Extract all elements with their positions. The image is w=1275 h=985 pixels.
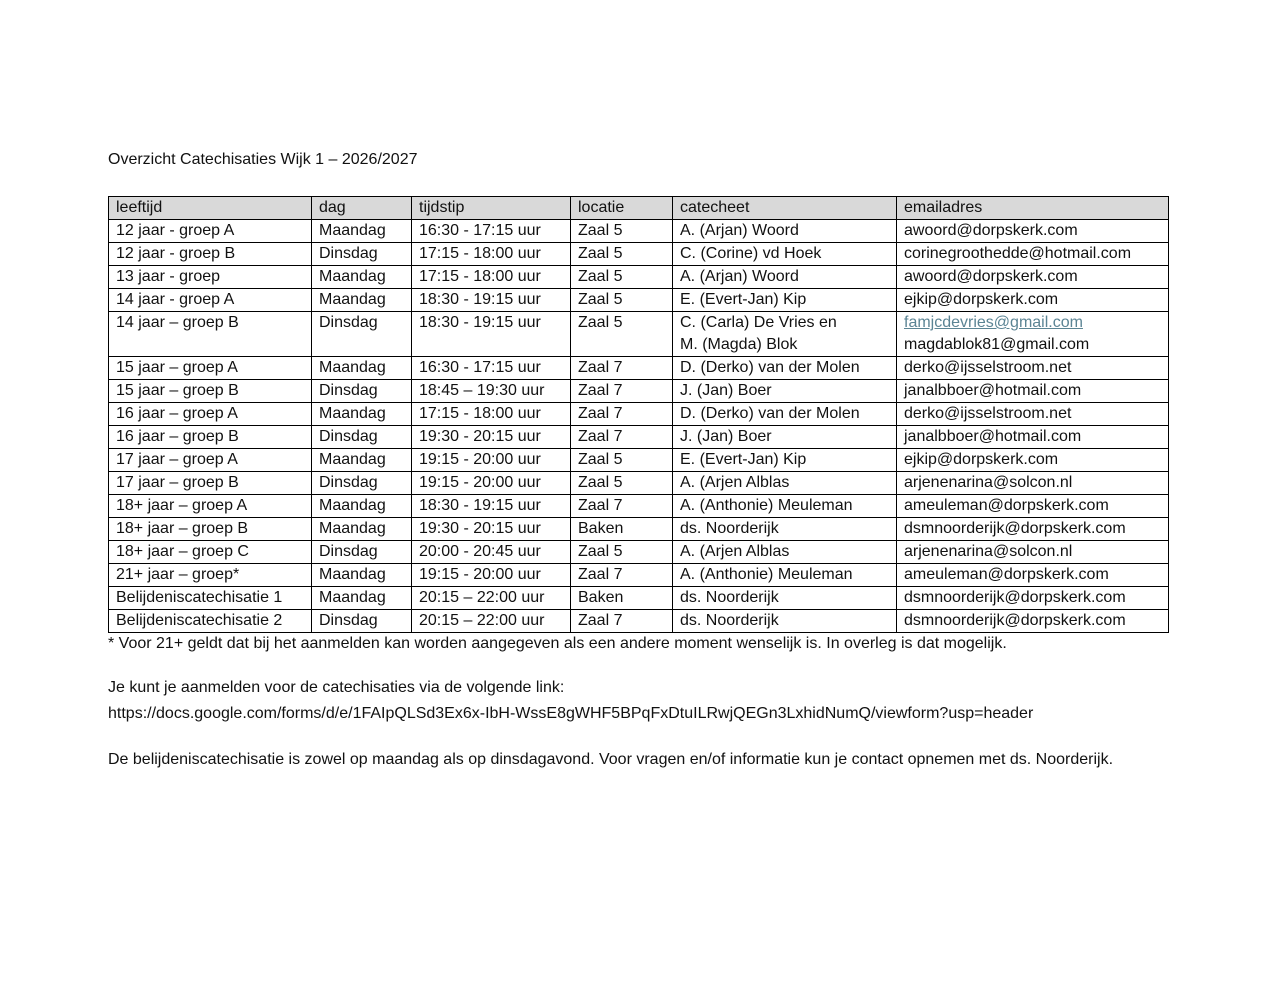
cell-locatie: Zaal 5	[571, 243, 673, 266]
cell-catecheet	[673, 472, 897, 495]
cell-dag: Maandag	[312, 495, 412, 518]
cell-catecheet	[673, 220, 897, 243]
cell-leeftijd: 12 jaar - groep B	[109, 243, 312, 266]
email-address: magdablok81@gmail.com	[904, 336, 1090, 353]
closing-text: De belijdeniscatechisatie is zowel op maandag als op dinsdagavond. Voor vragen en/of informatie kun je contact opnemen met ds. Noorderijk.	[108, 751, 1114, 768]
cell-emailadres	[897, 518, 1169, 541]
table-row	[109, 357, 1169, 380]
cell-leeftijd: 17 jaar – groep A	[109, 449, 312, 472]
table-row	[109, 266, 1169, 289]
cell-tijdstip: 20:00 - 20:45 uur	[412, 541, 571, 564]
cell-tijdstip: 19:15 - 20:00 uur	[412, 564, 571, 587]
cell-locatie: Zaal 7	[571, 426, 673, 449]
email-address: janalbboer@hotmail.com	[904, 382, 1082, 399]
cell-catecheet	[673, 380, 897, 403]
cell-catecheet	[673, 495, 897, 518]
cell-locatie: Zaal 7	[571, 495, 673, 518]
document-title: Overzicht Catechisaties Wijk 1 – 2026/2027	[108, 151, 418, 168]
cell-locatie: Baken	[571, 587, 673, 610]
cell-locatie: Baken	[571, 518, 673, 541]
document-page	[108, 150, 1168, 773]
cell-leeftijd: 14 jaar – groep B	[109, 312, 312, 357]
cell-tijdstip: 16:30 - 17:15 uur	[412, 357, 571, 380]
catecheet-name: A. (Arjan) Woord	[680, 222, 799, 239]
cell-leeftijd: 12 jaar - groep A	[109, 220, 312, 243]
catecheet-name: ds. Noorderijk	[680, 612, 779, 629]
cell-emailadres	[897, 312, 1169, 357]
cell-tijdstip: 19:15 - 20:00 uur	[412, 472, 571, 495]
cell-leeftijd: 21+ jaar – groep*	[109, 564, 312, 587]
cell-catecheet	[673, 610, 897, 633]
email-link[interactable]: famjcdevries@gmail.com	[904, 314, 1083, 331]
cell-locatie: Zaal 5	[571, 220, 673, 243]
table-row	[109, 495, 1169, 518]
cell-locatie: Zaal 5	[571, 472, 673, 495]
catecheet-name: E. (Evert-Jan) Kip	[680, 451, 807, 468]
cell-leeftijd: 18+ jaar – groep C	[109, 541, 312, 564]
table-row	[109, 243, 1169, 266]
table-row	[109, 541, 1169, 564]
cell-catecheet	[673, 312, 897, 357]
signup-intro: Je kunt je aanmelden voor de catechisaties via de volgende link:	[108, 679, 565, 696]
cell-emailadres	[897, 289, 1169, 312]
table-body	[109, 220, 1169, 633]
cell-leeftijd: 14 jaar - groep A	[109, 289, 312, 312]
email-address: arjenenarina@solcon.nl	[904, 474, 1073, 491]
cell-locatie: Zaal 5	[571, 289, 673, 312]
table-row	[109, 312, 1169, 357]
cell-catecheet	[673, 587, 897, 610]
cell-leeftijd: 17 jaar – groep B	[109, 472, 312, 495]
email-address: janalbboer@hotmail.com	[904, 428, 1082, 445]
cell-dag: Dinsdag	[312, 312, 412, 357]
cell-catecheet	[673, 449, 897, 472]
email-address: ameuleman@dorpskerk.com	[904, 497, 1109, 514]
table-row	[109, 403, 1169, 426]
email-address: corinegroothedde@hotmail.com	[904, 245, 1132, 262]
cell-tijdstip: 17:15 - 18:00 uur	[412, 266, 571, 289]
catecheet-name: A. (Anthonie) Meuleman	[680, 566, 853, 583]
cell-locatie: Zaal 7	[571, 610, 673, 633]
schedule-table	[108, 196, 1169, 633]
email-address: dsmnoorderijk@dorpskerk.com	[904, 612, 1126, 629]
cell-dag: Dinsdag	[312, 426, 412, 449]
cell-tijdstip: 18:45 – 19:30 uur	[412, 380, 571, 403]
email-address: arjenenarina@solcon.nl	[904, 543, 1073, 560]
cell-emailadres	[897, 266, 1169, 289]
cell-leeftijd: 18+ jaar – groep B	[109, 518, 312, 541]
cell-dag: Maandag	[312, 220, 412, 243]
header-tijdstip: tijdstip	[412, 197, 571, 220]
signup-link[interactable]: https://docs.google.com/forms/d/e/1FAIpQLSd3Ex6x-IbH-WssE8gWHF5BPqFxDtuILRwjQEGn3LxhidNumQ/viewform?usp=header	[108, 705, 1034, 722]
cell-catecheet	[673, 403, 897, 426]
cell-dag: Maandag	[312, 518, 412, 541]
table-row	[109, 587, 1169, 610]
catecheet-name: D. (Derko) van der Molen	[680, 359, 860, 376]
cell-catecheet	[673, 243, 897, 266]
header-catecheet: catecheet	[673, 197, 897, 220]
cell-tijdstip: 18:30 - 19:15 uur	[412, 289, 571, 312]
header-locatie: locatie	[571, 197, 673, 220]
table-row	[109, 518, 1169, 541]
cell-tijdstip: 18:30 - 19:15 uur	[412, 312, 571, 357]
catecheet-name: A. (Arjen Alblas	[680, 543, 790, 560]
cell-leeftijd: 18+ jaar – groep A	[109, 495, 312, 518]
email-address: derko@ijsselstroom.net	[904, 359, 1072, 376]
cell-tijdstip: 20:15 – 22:00 uur	[412, 610, 571, 633]
cell-emailadres	[897, 243, 1169, 266]
email-address: ejkip@dorpskerk.com	[904, 451, 1059, 468]
cell-emailadres	[897, 449, 1169, 472]
cell-leeftijd: 15 jaar – groep A	[109, 357, 312, 380]
cell-emailadres	[897, 587, 1169, 610]
cell-emailadres	[897, 541, 1169, 564]
cell-emailadres	[897, 403, 1169, 426]
email-address: ameuleman@dorpskerk.com	[904, 566, 1109, 583]
cell-catecheet	[673, 426, 897, 449]
email-address: derko@ijsselstroom.net	[904, 405, 1072, 422]
cell-locatie: Zaal 5	[571, 541, 673, 564]
table-header-row	[109, 197, 1169, 220]
cell-catecheet	[673, 518, 897, 541]
header-emailadres: emailadres	[897, 197, 1169, 220]
cell-tijdstip: 20:15 – 22:00 uur	[412, 587, 571, 610]
cell-tijdstip: 19:30 - 20:15 uur	[412, 518, 571, 541]
catecheet-name: A. (Arjan) Woord	[680, 268, 799, 285]
header-leeftijd: leeftijd	[109, 197, 312, 220]
email-address: awoord@dorpskerk.com	[904, 222, 1078, 239]
catecheet-name: D. (Derko) van der Molen	[680, 405, 860, 422]
cell-emailadres	[897, 610, 1169, 633]
cell-emailadres	[897, 357, 1169, 380]
table-row	[109, 426, 1169, 449]
catecheet-name: J. (Jan) Boer	[680, 428, 772, 445]
cell-tijdstip: 17:15 - 18:00 uur	[412, 243, 571, 266]
cell-leeftijd: 16 jaar – groep A	[109, 403, 312, 426]
cell-locatie: Zaal 5	[571, 312, 673, 357]
cell-dag: Maandag	[312, 266, 412, 289]
table-row	[109, 380, 1169, 403]
cell-leeftijd: 15 jaar – groep B	[109, 380, 312, 403]
catecheet-name: C. (Corine) vd Hoek	[680, 245, 822, 262]
cell-catecheet	[673, 541, 897, 564]
table-row	[109, 610, 1169, 633]
cell-locatie: Zaal 5	[571, 266, 673, 289]
cell-leeftijd: 13 jaar - groep	[109, 266, 312, 289]
cell-dag: Maandag	[312, 587, 412, 610]
table-row	[109, 289, 1169, 312]
cell-tijdstip: 17:15 - 18:00 uur	[412, 403, 571, 426]
cell-dag: Dinsdag	[312, 243, 412, 266]
cell-dag: Maandag	[312, 289, 412, 312]
catecheet-name: A. (Arjen Alblas	[680, 474, 790, 491]
table-row	[109, 220, 1169, 243]
cell-locatie: Zaal 5	[571, 449, 673, 472]
cell-leeftijd: Belijdeniscatechisatie 2	[109, 610, 312, 633]
catecheet-name: A. (Anthonie) Meuleman	[680, 497, 853, 514]
cell-catecheet	[673, 289, 897, 312]
cell-leeftijd: 16 jaar – groep B	[109, 426, 312, 449]
catecheet-name: J. (Jan) Boer	[680, 382, 772, 399]
email-address: dsmnoorderijk@dorpskerk.com	[904, 520, 1126, 537]
footnote: * Voor 21+ geldt dat bij het aanmelden kan worden aangegeven als een andere moment wenselijk is. In overleg is dat mogelijk.	[108, 635, 1007, 652]
table-row	[109, 472, 1169, 495]
cell-locatie: Zaal 7	[571, 357, 673, 380]
cell-emailadres	[897, 472, 1169, 495]
email-address: awoord@dorpskerk.com	[904, 268, 1078, 285]
cell-locatie: Zaal 7	[571, 403, 673, 426]
cell-catecheet	[673, 266, 897, 289]
cell-dag: Dinsdag	[312, 380, 412, 403]
cell-leeftijd: Belijdeniscatechisatie 1	[109, 587, 312, 610]
cell-tijdstip: 18:30 - 19:15 uur	[412, 495, 571, 518]
email-address: ejkip@dorpskerk.com	[904, 291, 1059, 308]
catecheet-name: M. (Magda) Blok	[680, 336, 798, 353]
cell-tijdstip: 19:15 - 20:00 uur	[412, 449, 571, 472]
table-row	[109, 564, 1169, 587]
cell-dag: Dinsdag	[312, 610, 412, 633]
cell-emailadres	[897, 380, 1169, 403]
cell-dag: Maandag	[312, 403, 412, 426]
cell-emailadres	[897, 426, 1169, 449]
cell-dag: Dinsdag	[312, 472, 412, 495]
cell-locatie: Zaal 7	[571, 380, 673, 403]
cell-emailadres	[897, 495, 1169, 518]
catecheet-name: ds. Noorderijk	[680, 589, 779, 606]
cell-tijdstip: 19:30 - 20:15 uur	[412, 426, 571, 449]
cell-emailadres	[897, 564, 1169, 587]
cell-dag: Dinsdag	[312, 541, 412, 564]
cell-dag: Maandag	[312, 564, 412, 587]
cell-catecheet	[673, 564, 897, 587]
cell-catecheet	[673, 357, 897, 380]
cell-locatie: Zaal 7	[571, 564, 673, 587]
email-address: dsmnoorderijk@dorpskerk.com	[904, 589, 1126, 606]
cell-dag: Maandag	[312, 449, 412, 472]
catecheet-name: E. (Evert-Jan) Kip	[680, 291, 807, 308]
cell-emailadres	[897, 220, 1169, 243]
cell-dag: Maandag	[312, 357, 412, 380]
catecheet-name: ds. Noorderijk	[680, 520, 779, 537]
catecheet-name: C. (Carla) De Vries en	[680, 314, 837, 331]
header-dag: dag	[312, 197, 412, 220]
cell-tijdstip: 16:30 - 17:15 uur	[412, 220, 571, 243]
table-row	[109, 449, 1169, 472]
